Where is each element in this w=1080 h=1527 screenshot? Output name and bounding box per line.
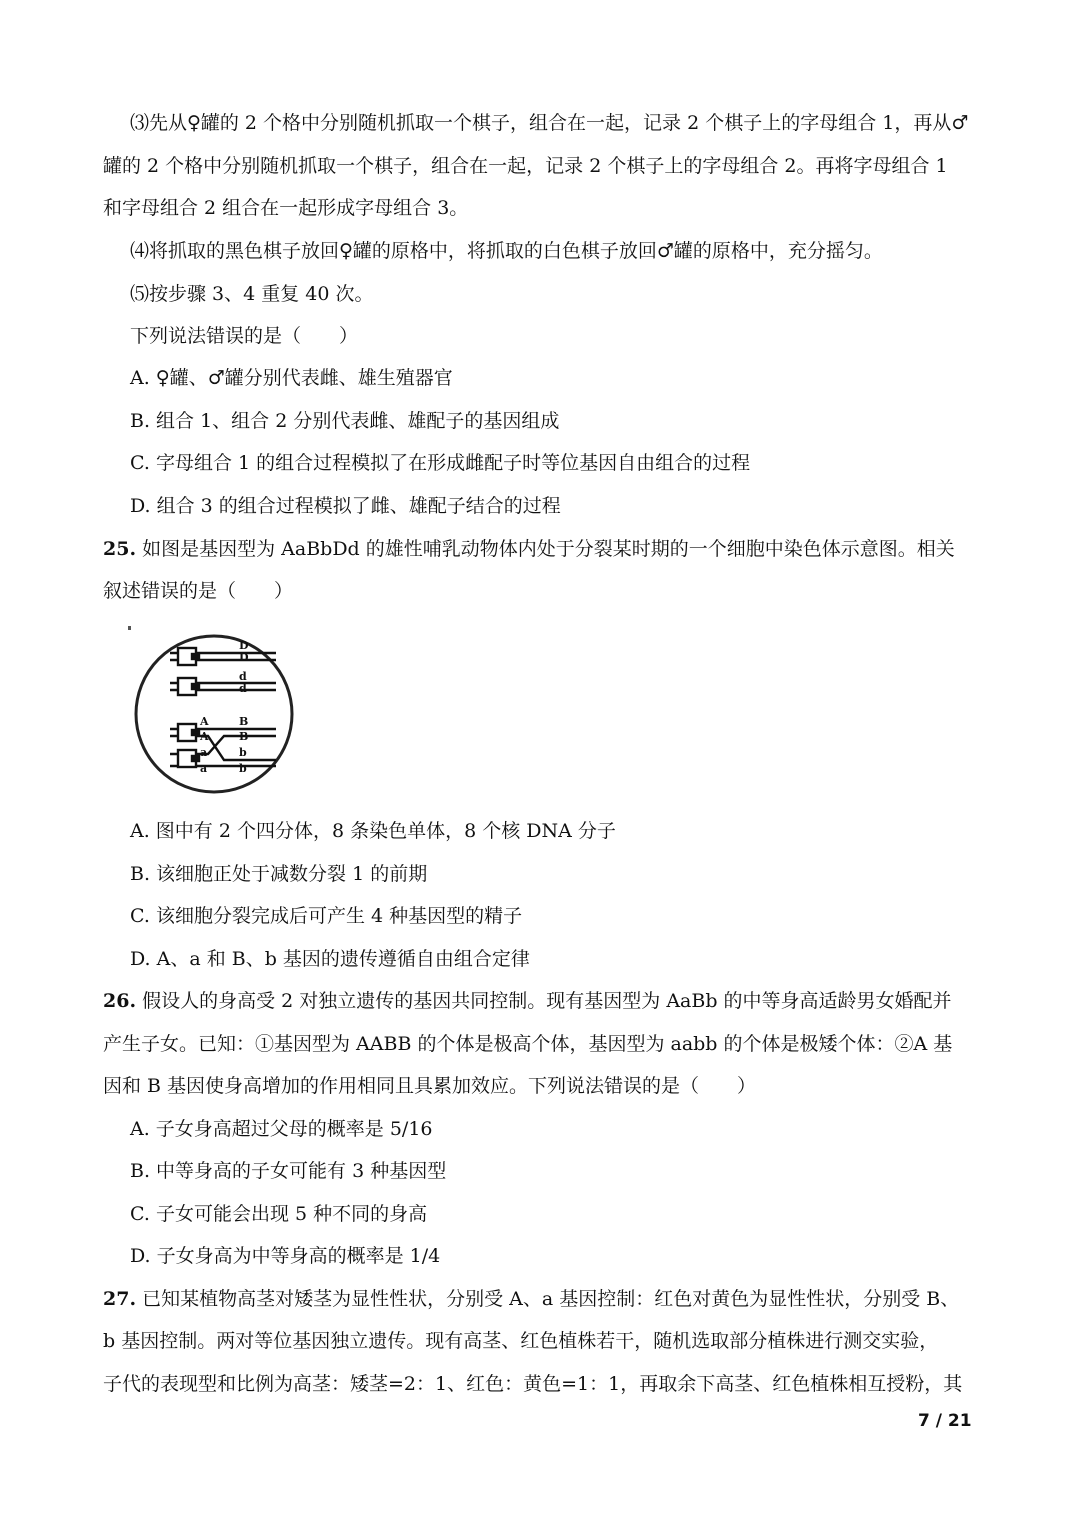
question-27-stem-cont: 子代的表现型和比例为高茎：矮茎=2：1、红色：黄色=1：1，再取余下高茎、红色植株相互授粉，其 bbox=[103, 1373, 963, 1395]
question-text: 假设人的身高受 2 对独立遗传的基因共同控制。现有基因型为 AaBb 的中等身高适龄男女婚配并 bbox=[142, 990, 952, 1012]
gene-label: B bbox=[239, 715, 249, 728]
gene-label: b bbox=[239, 762, 247, 775]
gene-label: B bbox=[239, 730, 249, 743]
option-a: A. 图中有 2 个四分体，8 条染色单体，8 个核 DNA 分子 bbox=[130, 820, 616, 842]
gene-label: A bbox=[200, 715, 209, 728]
option-a: A. 子女身高超过父母的概率是 5/16 bbox=[130, 1118, 433, 1140]
chromosome-pair-upper bbox=[170, 648, 276, 695]
chromosome-pair-lower bbox=[170, 724, 276, 767]
gene-label: a bbox=[200, 762, 208, 775]
gene-label: a bbox=[200, 746, 208, 759]
option-c: C. 子女可能会出现 5 种不同的身高 bbox=[130, 1203, 428, 1225]
gene-label: d bbox=[239, 670, 247, 683]
question-text: 如图是基因型为 AaBbDd 的雄性哺乳动物体内处于分裂某时期的一个细胞中染色体示意图。相关 bbox=[142, 538, 955, 560]
question-27-stem bbox=[103, 1284, 983, 1314]
option-a: A. ♀罐、♂罐分别代表雌、雄生殖器官 bbox=[130, 367, 453, 389]
gene-label: D bbox=[239, 651, 249, 664]
question-27-stem-cont: b 基因控制。两对等位基因独立遗传。现有高茎、红色植株若干，随机选取部分植株进行测交实验， bbox=[103, 1330, 939, 1352]
question-25-stem-cont: 叙述错误的是（ ） bbox=[103, 580, 294, 602]
page-number: 7 / 21 bbox=[918, 1411, 972, 1431]
chromosome-diagram bbox=[128, 626, 300, 796]
text-line: ⑷将抓取的黑色棋子放回♀罐的原格中，将抓取的白色棋子放回♂罐的原格中，充分摇匀。 bbox=[130, 240, 883, 262]
option-c: C. 字母组合 1 的组合过程模拟了在形成雌配子时等位基因自由组合的过程 bbox=[130, 452, 751, 474]
gene-label: A bbox=[200, 730, 209, 743]
text-line: 和字母组合 2 组合在一起形成字母组合 3。 bbox=[103, 197, 469, 219]
question-text: 已知某植物高茎对矮茎为显性性状，分别受 A、a 基因控制：红色对黄色为显性性状，分别受 B、 bbox=[142, 1288, 960, 1310]
option-b: B. 中等身高的子女可能有 3 种基因型 bbox=[130, 1160, 447, 1182]
option-b: B. 该细胞正处于减数分裂 1 的前期 bbox=[130, 863, 428, 885]
question-26-stem-cont: 产生子女。已知：①基因型为 AABB 的个体是极高个体，基因型为 aabb 的个体是极矮个体：②A 基 bbox=[103, 1033, 953, 1055]
question-26-stem-cont: 因和 B 基因使身高增加的作用相同且具累加效应。下列说法错误的是（ ） bbox=[103, 1075, 757, 1097]
option-c: C. 该细胞分裂完成后可产生 4 种基因型的精子 bbox=[130, 905, 523, 927]
option-d: D. 组合 3 的组合过程模拟了雌、雄配子结合的过程 bbox=[130, 495, 561, 517]
gene-label: d bbox=[239, 682, 247, 695]
question-number: 27. bbox=[103, 1288, 137, 1310]
text-line: ⑶先从♀罐的 2 个格中分别随机抓取一个棋子，组合在一起，记录 2 个棋子上的字母组合 1，再从♂ bbox=[130, 112, 969, 134]
gene-label: b bbox=[239, 746, 247, 759]
option-d: D. 子女身高为中等身高的概率是 1/4 bbox=[130, 1245, 441, 1267]
question-number: 26. bbox=[103, 990, 137, 1012]
question-number: 25. bbox=[103, 538, 137, 560]
gene-label: D bbox=[239, 639, 249, 652]
text-line: ⑸按步骤 3、4 重复 40 次。 bbox=[130, 283, 374, 305]
question-26-stem bbox=[103, 986, 983, 1016]
option-b: B. 组合 1、组合 2 分别代表雌、雄配子的基因组成 bbox=[130, 410, 560, 432]
text-line: 罐的 2 个格中分别随机抓取一个棋子，组合在一起，记录 2 个棋子上的字母组合 2。再将字母组合 1 bbox=[103, 155, 948, 177]
question-25-stem bbox=[103, 534, 983, 564]
option-d: D. A、a 和 B、b 基因的遗传遵循自由组合定律 bbox=[130, 948, 530, 970]
question-prompt: 下列说法错误的是（ ） bbox=[130, 325, 359, 347]
